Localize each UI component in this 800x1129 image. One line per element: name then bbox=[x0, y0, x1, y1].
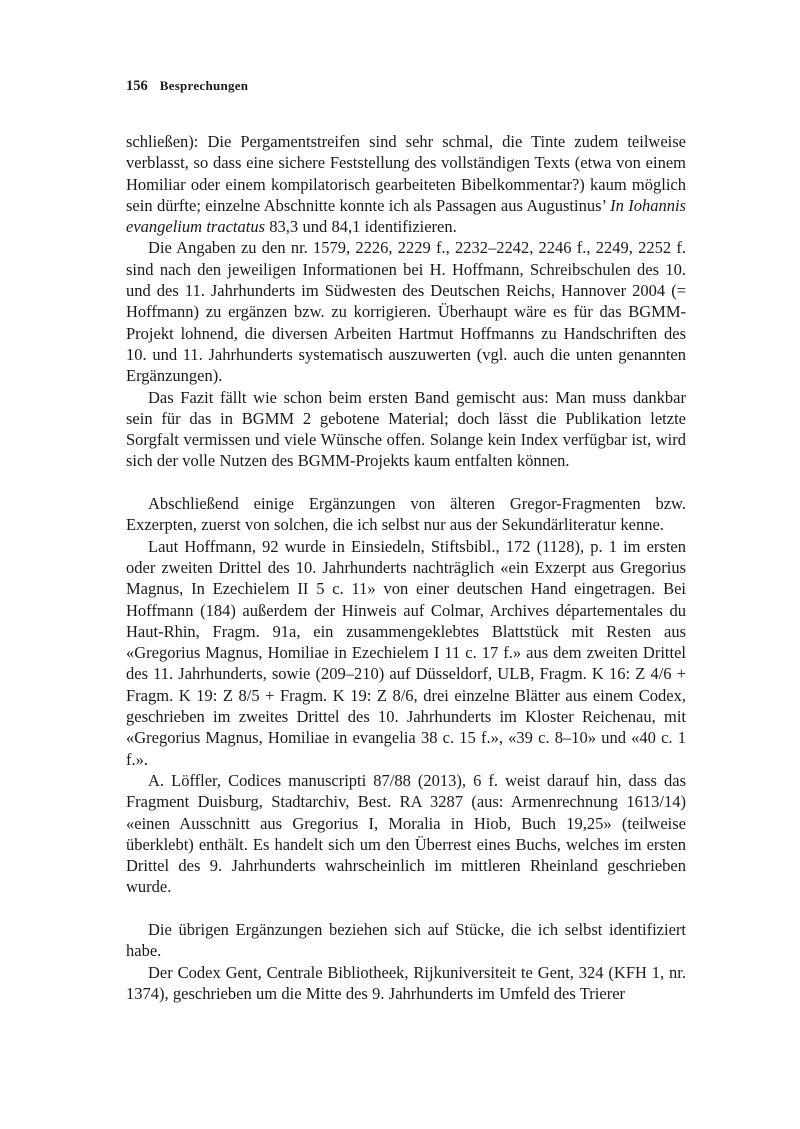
paragraph bbox=[126, 919, 686, 962]
running-head bbox=[126, 78, 686, 95]
text-run: Abschließend einige Ergänzungen von älteren Gregor-Fragmenten bzw. Exzerpten, zuerst von solchen, die ich selbst nur aus der Sekundärliteratur kenne. bbox=[126, 494, 686, 535]
paragraph bbox=[126, 131, 686, 237]
text-run: A. Löffler, Codices manuscripti 87/88 (2013), 6 f. weist darauf hin, dass das Fragment Duisburg, Stadtarchiv, Best. RA 3287 (aus: Armenrechnung 1613/14) «einen Ausschnitt aus Gregorius I, Moralia in Hiob, Buch 19,25» (teilweise überklebt) enthält. Es handelt sich um den Überrest eines Buchs, welches im ersten Drittel des 9. Jahrhunderts wahrscheinlich im mittleren Rheinland geschrieben wurde. bbox=[126, 770, 686, 897]
page-content bbox=[126, 78, 686, 1004]
text-run: Das Fazit fällt wie schon beim ersten Band gemischt aus: Man muss dankbar sein für das in BGMM 2 gebotene Material; doch lässt die Publikation letzte Sorgfalt vermissen und viele Wünsche offen. Solange kein Index verfügbar ist, wird sich der volle Nutzen des BGMM-Projekts kaum entfalten können. bbox=[126, 387, 686, 471]
body-text bbox=[126, 131, 686, 1004]
text-run: Der Codex Gent, Centrale Bibliotheek, Rijkuniversiteit te Gent, 324 (KFH 1, nr. 1374), geschrieben um die Mitte des 9. Jahrhunderts im Umfeld des Trierer bbox=[126, 962, 686, 1003]
paragraph bbox=[126, 770, 686, 898]
paragraph bbox=[126, 962, 686, 1005]
running-head-title: Besprechungen bbox=[159, 78, 249, 93]
text-run: Die Angaben zu den nr. 1579, 2226, 2229 f., 2232–2242, 2246 f., 2249, 2252 f. sind nach den jeweiligen Informationen bei H. Hoffmann, Schreibschulen des 10. und des 11. Jahrhunderts im Südwesten des Deutschen Reichs, Hannover 2004 (= Hoffmann) zu ergänzen bzw. zu korrigieren. Überhaupt wäre es für das BGMM-Projekt lohnend, die diversen Arbeiten Hartmut Hoffmanns zu Handschriften des 10. und 11. Jahrhunderts systematisch auszuwerten (vgl. auch die unten genannten Ergänzungen). bbox=[126, 238, 686, 386]
paragraph bbox=[126, 493, 686, 536]
text-run: 83,3 und 84,1 identifizieren. bbox=[265, 217, 457, 237]
page-number: 156 bbox=[126, 78, 148, 94]
text-run: schließen): Die Pergamentstreifen sind sehr schmal, die Tinte zudem teilweise verblasst, so dass eine sichere Feststellung des vollständigen Texts (etwa von einem Homiliar oder einem kompilatorisch gearbeiteten Bibelkommentar?) kaum möglich sein dürfte; einzelne Abschnitte konnte ich als Passagen aus Augustinus’ bbox=[126, 132, 686, 215]
text-run: Die übrigen Ergänzungen beziehen sich auf Stücke, die ich selbst identifiziert habe. bbox=[126, 919, 686, 961]
paragraph bbox=[126, 387, 686, 472]
italic-title: In Iohannis evangelium tractatus bbox=[126, 195, 686, 237]
paragraph bbox=[126, 237, 686, 386]
text-run: Laut Hoffmann, 92 wurde in Einsiedeln, Stiftsbibl., 172 (1128), p. 1 im ersten oder zweiten Drittel des 10. Jahrhunderts nachträglich «ein Exzerpt aus Gregorius Magnus, In Ezechielem II 5 c. 11» von einer deutschen Hand eingetragen. Bei Hoffmann (184) außerdem der Hinweis auf Colmar, Archives départementales du Haut-Rhin, Fragm. 91a, ein zusammengeklebtes Blattstück mit Resten aus «Gregorius Magnus, Homiliae in Ezechielem I 11 c. 17 f.» aus dem zweiten Drittel des 11. Jahrhunderts, sowie (209–210) auf Düsseldorf, ULB, Fragm. K 16: Z 4/6 + Fragm. K 19: Z 8/5 + Fragm. K 19: Z 8/6, drei einzelne Blätter aus einem Codex, geschrieben im zweites Drittel des 10. Jahrhunderts im Kloster Reichenau, mit «Gregorius Magnus, Homiliae in evangelia 38 c. 15 f.», «39 c. 8–10» und «40 c. 1 f.». bbox=[126, 536, 686, 769]
paragraph bbox=[126, 536, 686, 770]
